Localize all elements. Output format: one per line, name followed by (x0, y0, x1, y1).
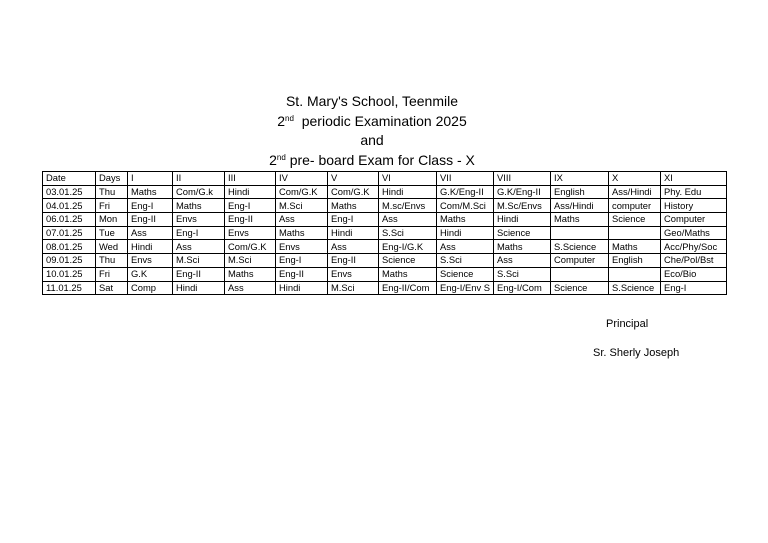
column-header: IX (551, 172, 609, 186)
table-cell: Com/G.K (276, 185, 328, 199)
column-header: Days (96, 172, 128, 186)
table-cell: Maths (551, 213, 609, 227)
table-cell: Eng-I (128, 199, 173, 213)
table-cell: Science (379, 254, 437, 268)
table-cell: Maths (173, 199, 225, 213)
table-cell: M.Sci (328, 281, 379, 295)
table-cell: Envs (225, 226, 276, 240)
table-cell: Eng-I (225, 199, 276, 213)
exam-title-text: pre- board Exam for Class - X (285, 151, 475, 168)
table-cell: Ass/Hindi (609, 185, 661, 199)
table-cell (551, 267, 609, 281)
column-header: VIII (494, 172, 551, 186)
table-cell: Ass (328, 240, 379, 254)
column-header: XI (661, 172, 727, 186)
table-cell: Eng-I/Com (494, 281, 551, 295)
table-cell: Science (551, 281, 609, 295)
table-cell: Envs (328, 267, 379, 281)
table-cell: Sat (96, 281, 128, 295)
table-cell: Mon (96, 213, 128, 227)
table-cell: Maths (128, 185, 173, 199)
column-header: VII (437, 172, 494, 186)
table-cell: Hindi (276, 281, 328, 295)
table-cell: Maths (328, 199, 379, 213)
table-cell: Comp (128, 281, 173, 295)
table-cell: Eng-I/G.K (379, 240, 437, 254)
table-cell: M.Sci (173, 254, 225, 268)
table-cell: Envs (128, 254, 173, 268)
table-header-row (43, 172, 727, 186)
table-cell: Eng-I (173, 226, 225, 240)
column-header: X (609, 172, 661, 186)
table-cell: Maths (276, 226, 328, 240)
principal-title: Principal (606, 318, 649, 330)
table-cell: Com/G.k (173, 185, 225, 199)
exam-timetable (42, 171, 727, 295)
table-cell: G.K/Eng-II (494, 185, 551, 199)
table-cell: Wed (96, 240, 128, 254)
table-cell: Hindi (128, 240, 173, 254)
school-name: St. Mary's School, Teenmile (285, 93, 459, 109)
table-cell: S.Sci (494, 267, 551, 281)
table-cell (551, 226, 609, 240)
table-cell: Eng-II/Com (379, 281, 437, 295)
table-cell: S.Sci (379, 226, 437, 240)
table-cell: Ass (128, 226, 173, 240)
table-cell: 09.01.25 (43, 254, 96, 268)
exam-ordinal-number: 2 (269, 151, 277, 168)
table-cell: Eng-I (661, 281, 727, 295)
table-row (43, 240, 727, 254)
exam-ordinal-suffix: nd (276, 152, 286, 162)
column-header: Date (43, 172, 96, 186)
table-cell: Computer (551, 254, 609, 268)
table-cell: Com/M.Sci (437, 199, 494, 213)
exam-title-periodic (0, 112, 744, 132)
table-cell: 03.01.25 (43, 185, 96, 199)
table-cell: Fri (96, 199, 128, 213)
table-cell: English (551, 185, 609, 199)
table-cell: Tue (96, 226, 128, 240)
table-cell: Ass (494, 254, 551, 268)
table-cell: Eng-II (173, 267, 225, 281)
table-row (43, 281, 727, 295)
column-header: I (128, 172, 173, 186)
table-cell: Com/G.K (225, 240, 276, 254)
table-cell: Ass/Hindi (551, 199, 609, 213)
table-cell: Science (437, 267, 494, 281)
table-cell: Ass (225, 281, 276, 295)
table-cell: 07.01.25 (43, 226, 96, 240)
table-cell: M.Sci (225, 254, 276, 268)
column-header: II (173, 172, 225, 186)
document-header (0, 92, 744, 170)
table-cell: Science (494, 226, 551, 240)
table-cell: 08.01.25 (43, 240, 96, 254)
table-cell: Maths (437, 213, 494, 227)
table-cell: Eng-II (328, 254, 379, 268)
table-cell: 10.01.25 (43, 267, 96, 281)
table-cell: M.sc/Envs (379, 199, 437, 213)
table-row (43, 267, 727, 281)
table-cell: G.K (128, 267, 173, 281)
exam-ordinal-suffix: nd (285, 113, 294, 123)
table-cell: Eng-II (276, 267, 328, 281)
table-cell: Che/Pol/Bst (661, 254, 727, 268)
principal-name: Sr. Sherly Joseph (593, 347, 680, 359)
table-cell: Fri (96, 267, 128, 281)
column-header: V (328, 172, 379, 186)
table-cell: Hindi (437, 226, 494, 240)
table-cell: Eng-II (128, 213, 173, 227)
table-cell: S.Science (609, 281, 661, 295)
table-cell: History (661, 199, 727, 213)
table-cell: Hindi (328, 226, 379, 240)
table-cell: Maths (379, 267, 437, 281)
table-cell: Maths (609, 240, 661, 254)
table-cell: Eng-I/Env S (437, 281, 494, 295)
exam-title-text: periodic Examination 2025 (293, 112, 467, 129)
column-header: III (225, 172, 276, 186)
table-cell: Phy. Edu (661, 185, 727, 199)
table-cell: Geo/Maths (661, 226, 727, 240)
table-cell: Acc/Phy/Soc (661, 240, 727, 254)
table-cell: Eng-II (225, 213, 276, 227)
table-cell: Ass (379, 213, 437, 227)
table-cell: Thu (96, 185, 128, 199)
table-cell: 04.01.25 (43, 199, 96, 213)
column-header: VI (379, 172, 437, 186)
table-cell: Maths (494, 240, 551, 254)
table-cell: Computer (661, 213, 727, 227)
table-cell: S.Science (551, 240, 609, 254)
table-cell: S.Sci (437, 254, 494, 268)
table-cell: Hindi (379, 185, 437, 199)
table-cell: 11.01.25 (43, 281, 96, 295)
table-cell: English (609, 254, 661, 268)
table-cell: Hindi (173, 281, 225, 295)
column-header: IV (276, 172, 328, 186)
table-row (43, 185, 727, 199)
table-cell: M.Sc/Envs (494, 199, 551, 213)
table-row (43, 213, 727, 227)
table-cell: computer (609, 199, 661, 213)
table-cell: Science (609, 213, 661, 227)
conjunction-text: and (360, 132, 384, 148)
table-cell: Hindi (225, 185, 276, 199)
table-cell: Hindi (494, 213, 551, 227)
timetable-body (43, 172, 727, 295)
table-row (43, 226, 727, 240)
table-cell: 06.01.25 (43, 213, 96, 227)
table-cell: Ass (437, 240, 494, 254)
table-cell (609, 226, 661, 240)
table-cell: G.K/Eng-II (437, 185, 494, 199)
table-cell: Com/G.K (328, 185, 379, 199)
table-cell (609, 267, 661, 281)
table-cell: Thu (96, 254, 128, 268)
table-cell: Envs (276, 240, 328, 254)
table-cell: Eng-I (276, 254, 328, 268)
table-cell: Ass (173, 240, 225, 254)
exam-title-preboard (0, 151, 744, 171)
table-cell: Envs (173, 213, 225, 227)
table-row (43, 254, 727, 268)
table-row (43, 199, 727, 213)
table-cell: M.Sci (276, 199, 328, 213)
table-cell: Eco/Bio (661, 267, 727, 281)
exam-ordinal-number: 2 (277, 112, 286, 129)
table-cell: Ass (276, 213, 328, 227)
table-cell: Eng-I (328, 213, 379, 227)
table-cell: Maths (225, 267, 276, 281)
